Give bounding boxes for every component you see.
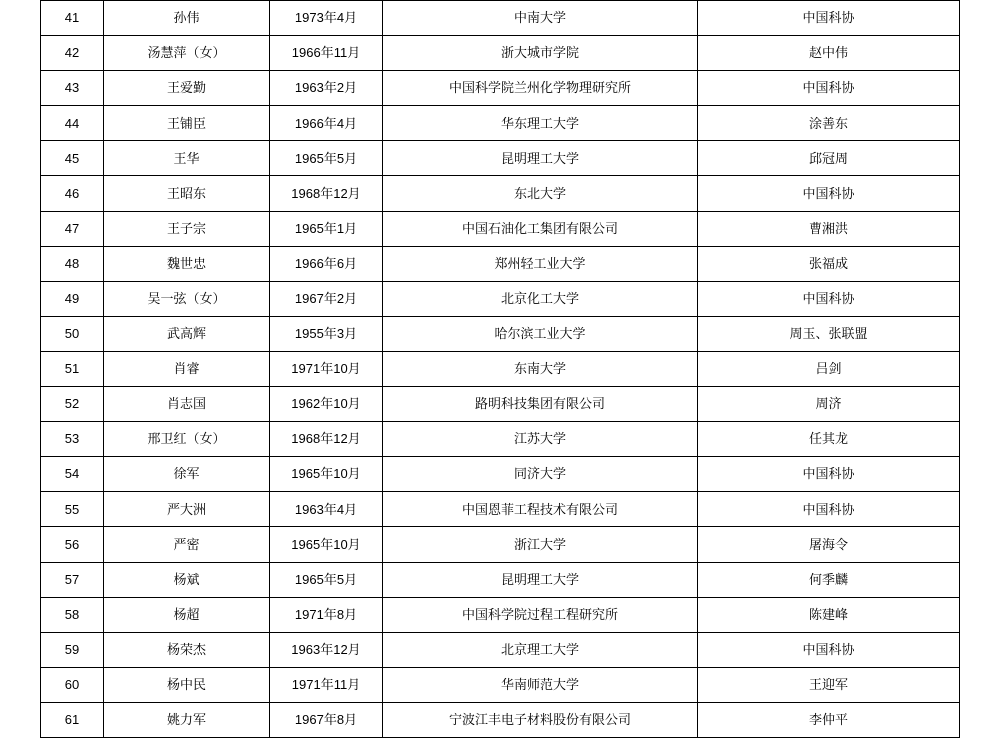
row-name: 王铺臣	[104, 106, 270, 141]
row-index: 61	[41, 702, 104, 737]
row-organization: 北京化工大学	[383, 281, 698, 316]
row-birth: 1967年8月	[270, 702, 383, 737]
row-organization: 同济大学	[383, 457, 698, 492]
table-row	[41, 387, 960, 422]
row-birth: 1965年1月	[270, 211, 383, 246]
row-organization: 华东理工大学	[383, 106, 698, 141]
row-name: 杨中民	[104, 667, 270, 702]
row-index: 48	[41, 246, 104, 281]
row-birth: 1971年10月	[270, 351, 383, 386]
row-organization: 东北大学	[383, 176, 698, 211]
row-birth: 1967年2月	[270, 281, 383, 316]
row-birth: 1966年6月	[270, 246, 383, 281]
row-birth: 1966年11月	[270, 36, 383, 71]
row-organization: 中国石油化工集团有限公司	[383, 211, 698, 246]
row-index: 51	[41, 351, 104, 386]
row-name: 王华	[104, 141, 270, 176]
row-birth: 1955年3月	[270, 316, 383, 351]
row-name: 王爱勤	[104, 71, 270, 106]
row-nominator: 陈建峰	[698, 597, 960, 632]
row-organization: 中南大学	[383, 1, 698, 36]
row-birth: 1962年10月	[270, 387, 383, 422]
row-name: 孙伟	[104, 1, 270, 36]
row-nominator: 涂善东	[698, 106, 960, 141]
row-nominator: 中国科协	[698, 492, 960, 527]
row-organization: 北京理工大学	[383, 632, 698, 667]
row-organization: 中国科学院过程工程研究所	[383, 597, 698, 632]
table-row	[41, 667, 960, 702]
row-name: 徐军	[104, 457, 270, 492]
row-organization: 昆明理工大学	[383, 562, 698, 597]
row-birth: 1971年8月	[270, 597, 383, 632]
table-row	[41, 632, 960, 667]
row-index: 41	[41, 1, 104, 36]
row-name: 肖睿	[104, 351, 270, 386]
row-index: 53	[41, 422, 104, 457]
row-index: 52	[41, 387, 104, 422]
row-nominator: 中国科协	[698, 176, 960, 211]
candidate-table	[40, 0, 960, 738]
table-row	[41, 316, 960, 351]
row-index: 57	[41, 562, 104, 597]
row-name: 武高辉	[104, 316, 270, 351]
row-name: 姚力军	[104, 702, 270, 737]
row-index: 49	[41, 281, 104, 316]
row-name: 魏世忠	[104, 246, 270, 281]
table-row	[41, 281, 960, 316]
row-name: 吴一弦（女）	[104, 281, 270, 316]
row-organization: 江苏大学	[383, 422, 698, 457]
table-row	[41, 492, 960, 527]
table-row	[41, 176, 960, 211]
table-row	[41, 71, 960, 106]
row-index: 47	[41, 211, 104, 246]
table-row	[41, 211, 960, 246]
table-row	[41, 36, 960, 71]
row-organization: 华南师范大学	[383, 667, 698, 702]
row-birth: 1971年11月	[270, 667, 383, 702]
row-index: 50	[41, 316, 104, 351]
table-row	[41, 1, 960, 36]
row-birth: 1968年12月	[270, 422, 383, 457]
row-birth: 1963年12月	[270, 632, 383, 667]
table-row	[41, 422, 960, 457]
row-birth: 1965年5月	[270, 141, 383, 176]
row-name: 王昭东	[104, 176, 270, 211]
row-nominator: 李仲平	[698, 702, 960, 737]
row-nominator: 中国科协	[698, 71, 960, 106]
row-nominator: 中国科协	[698, 1, 960, 36]
row-name: 杨斌	[104, 562, 270, 597]
row-name: 杨超	[104, 597, 270, 632]
row-nominator: 任其龙	[698, 422, 960, 457]
row-nominator: 何季麟	[698, 562, 960, 597]
table-row	[41, 141, 960, 176]
row-index: 45	[41, 141, 104, 176]
row-birth: 1963年2月	[270, 71, 383, 106]
row-index: 58	[41, 597, 104, 632]
row-birth: 1963年4月	[270, 492, 383, 527]
row-organization: 浙江大学	[383, 527, 698, 562]
row-nominator: 中国科协	[698, 457, 960, 492]
row-birth: 1966年4月	[270, 106, 383, 141]
row-nominator: 中国科协	[698, 632, 960, 667]
row-nominator: 屠海令	[698, 527, 960, 562]
row-nominator: 周玉、张联盟	[698, 316, 960, 351]
row-organization: 哈尔滨工业大学	[383, 316, 698, 351]
row-index: 54	[41, 457, 104, 492]
row-nominator: 中国科协	[698, 281, 960, 316]
row-name: 汤慧萍（女）	[104, 36, 270, 71]
row-organization: 路明科技集团有限公司	[383, 387, 698, 422]
row-index: 60	[41, 667, 104, 702]
row-name: 严密	[104, 527, 270, 562]
row-organization: 东南大学	[383, 351, 698, 386]
row-organization: 郑州轻工业大学	[383, 246, 698, 281]
row-nominator: 张福成	[698, 246, 960, 281]
row-index: 44	[41, 106, 104, 141]
row-organization: 昆明理工大学	[383, 141, 698, 176]
row-birth: 1973年4月	[270, 1, 383, 36]
row-name: 肖志国	[104, 387, 270, 422]
row-nominator: 周济	[698, 387, 960, 422]
row-organization: 中国科学院兰州化学物理研究所	[383, 71, 698, 106]
row-birth: 1965年10月	[270, 527, 383, 562]
row-nominator: 邱冠周	[698, 141, 960, 176]
row-index: 43	[41, 71, 104, 106]
table-row	[41, 562, 960, 597]
table-body	[41, 1, 960, 738]
row-nominator: 曹湘洪	[698, 211, 960, 246]
row-index: 55	[41, 492, 104, 527]
row-birth: 1965年5月	[270, 562, 383, 597]
row-index: 42	[41, 36, 104, 71]
table-row	[41, 527, 960, 562]
row-organization: 中国恩菲工程技术有限公司	[383, 492, 698, 527]
table-row	[41, 351, 960, 386]
row-organization: 浙大城市学院	[383, 36, 698, 71]
row-nominator: 王迎军	[698, 667, 960, 702]
row-name: 王子宗	[104, 211, 270, 246]
row-index: 59	[41, 632, 104, 667]
table-row	[41, 106, 960, 141]
table-row	[41, 457, 960, 492]
row-name: 杨荣杰	[104, 632, 270, 667]
row-nominator: 赵中伟	[698, 36, 960, 71]
row-birth: 1968年12月	[270, 176, 383, 211]
row-organization: 宁波江丰电子材料股份有限公司	[383, 702, 698, 737]
row-index: 46	[41, 176, 104, 211]
table-row	[41, 246, 960, 281]
row-name: 邢卫红（女）	[104, 422, 270, 457]
table-row	[41, 597, 960, 632]
row-birth: 1965年10月	[270, 457, 383, 492]
row-nominator: 吕剑	[698, 351, 960, 386]
row-index: 56	[41, 527, 104, 562]
row-name: 严大洲	[104, 492, 270, 527]
table-row	[41, 702, 960, 737]
